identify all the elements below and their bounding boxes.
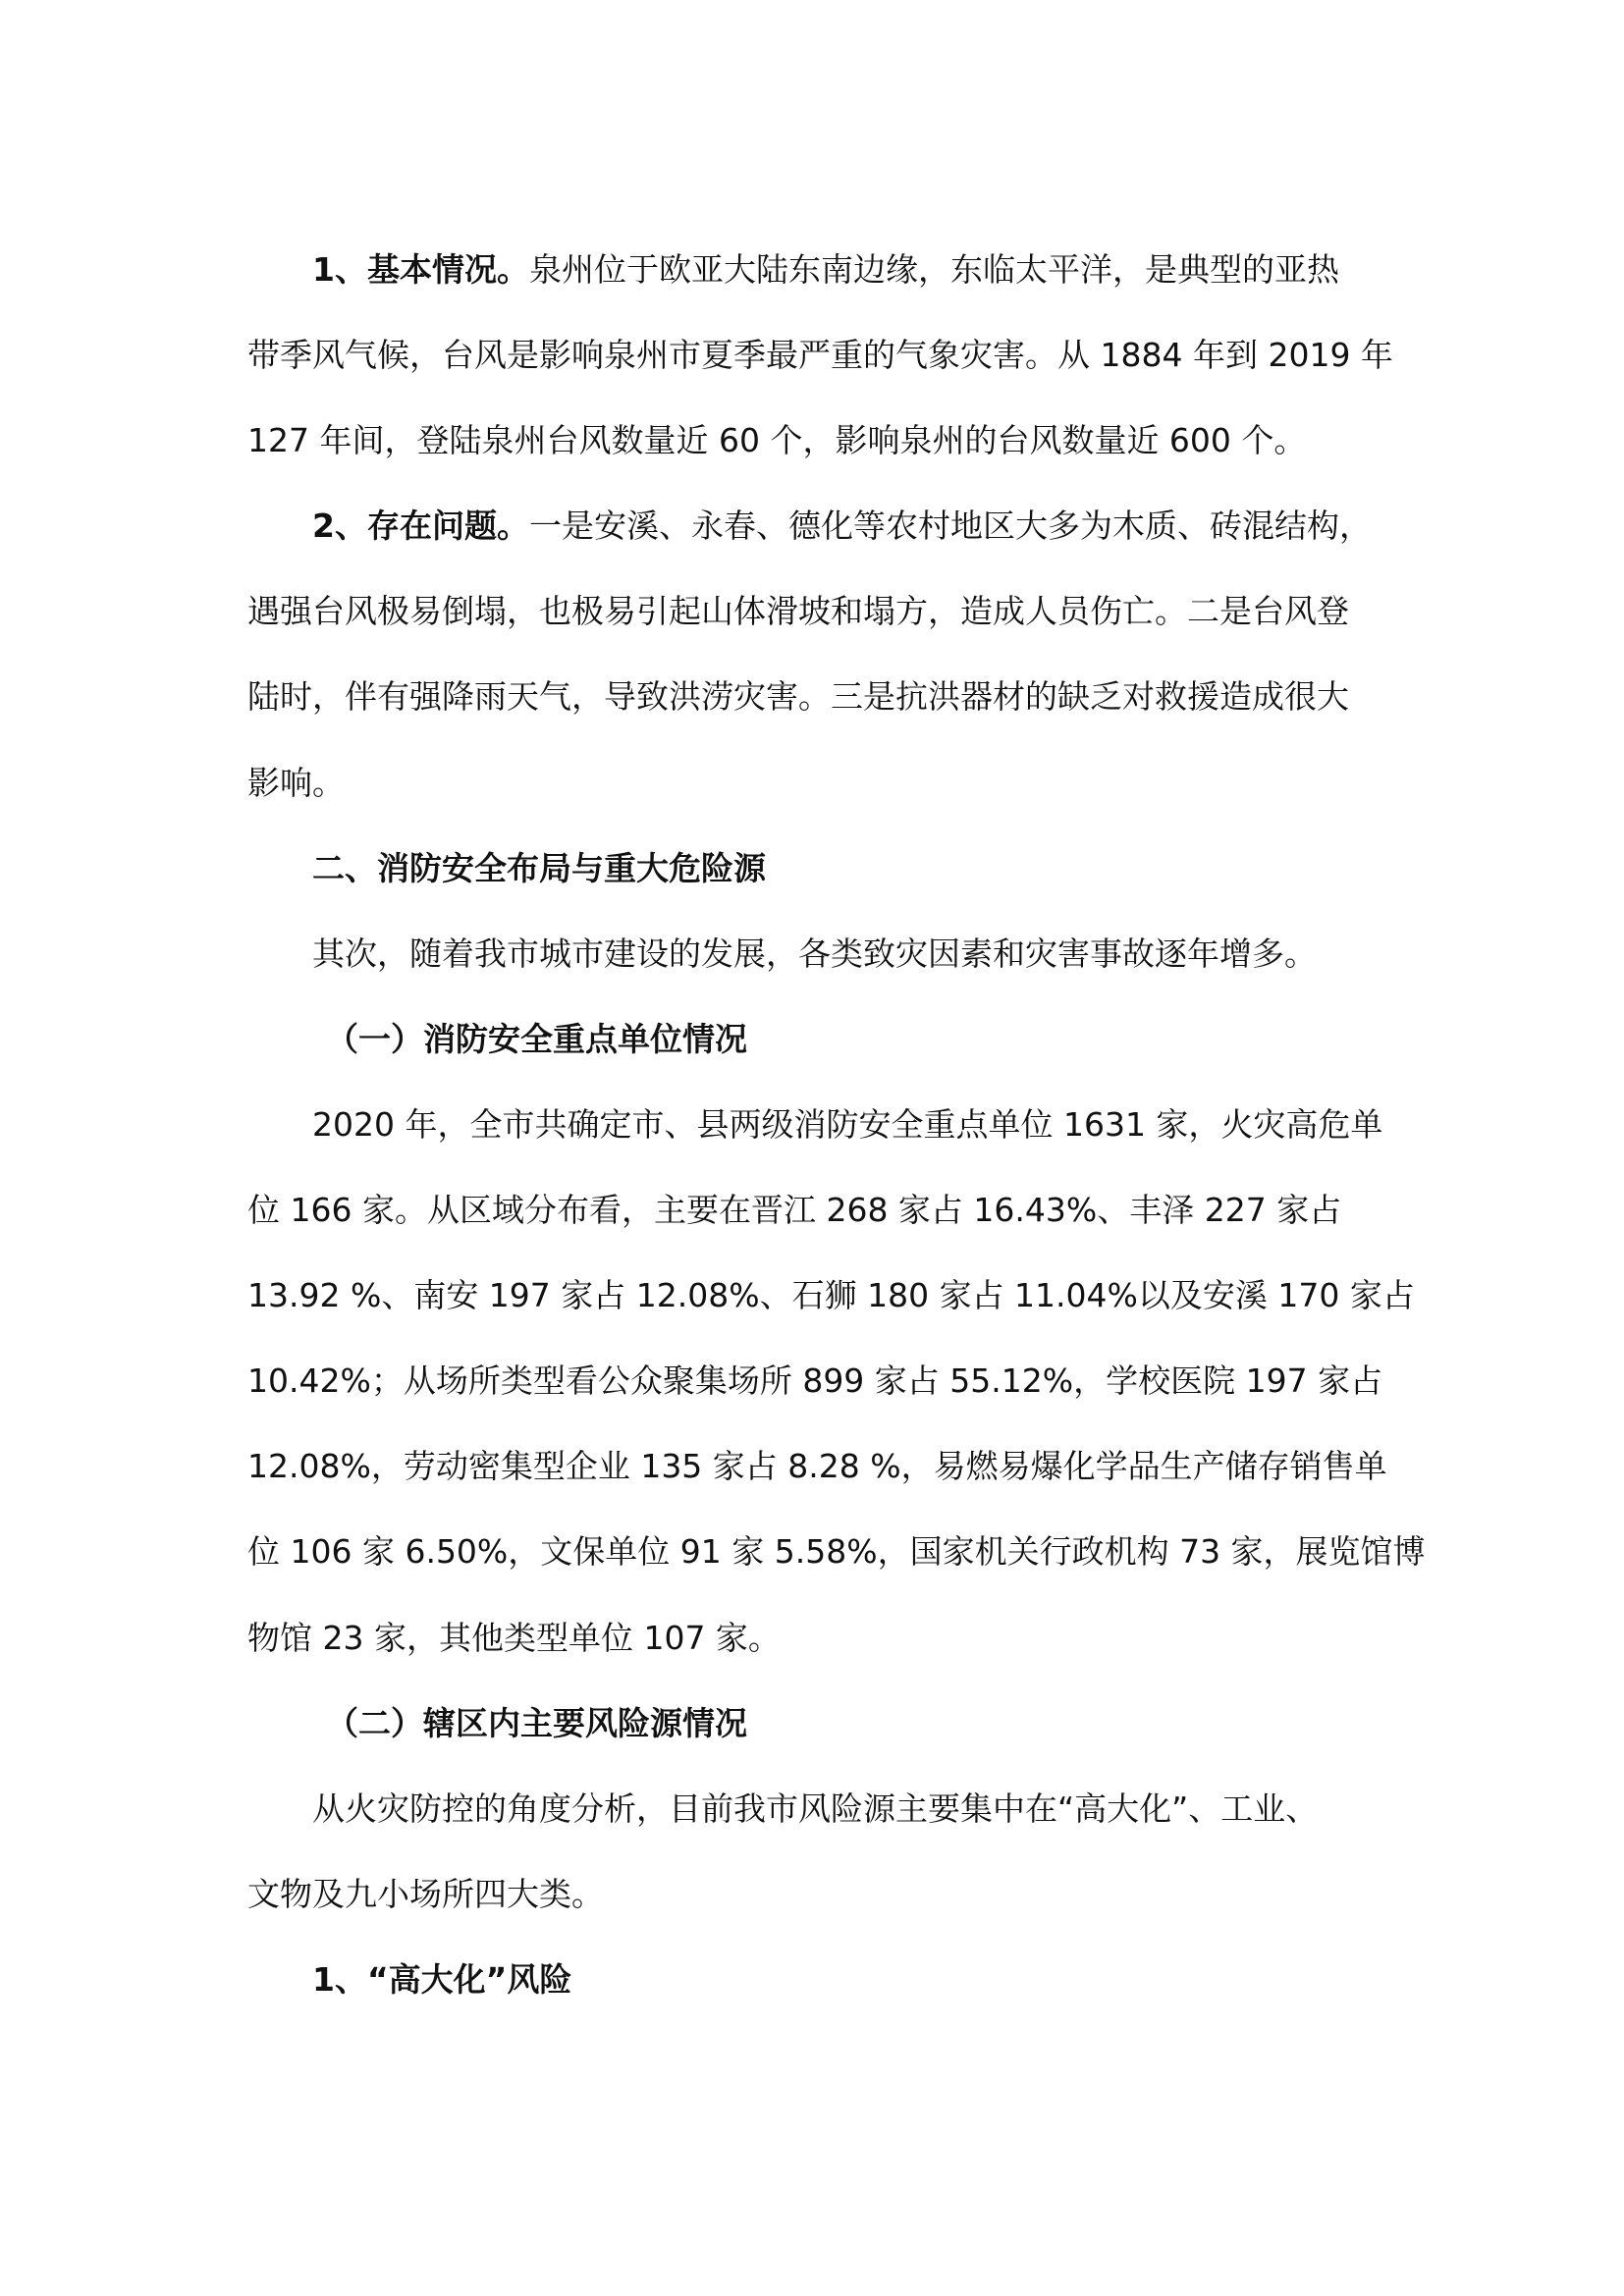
text-line: 物馆 23 家，其他类型单位 107 家。: [247, 1618, 781, 1657]
subsection-heading: （一）消防安全重点单位情况: [326, 1019, 747, 1058]
text-line: 位 166 家。从区域分布看，主要在晋江 268 家占 16.43%、丰泽 227 家占: [247, 1191, 1342, 1230]
text-line: 10.42%；从场所类型看公众聚集场所 899 家占 55.12%，学校医院 197 家占: [247, 1362, 1383, 1401]
text-line: 1、基本情况。泉州位于欧亚大陆东南边缘，东临太平洋，是典型的亚热: [312, 250, 1339, 289]
paragraph-lead-heading: 2、存在问题。: [312, 507, 529, 546]
text-line: 从火灾防控的角度分析，目前我市风险源主要集中在“高大化”、工业、: [312, 1789, 1319, 1828]
text-line: 其次，随着我市城市建设的发展，各类致灾因素和灾害事故逐年增多。: [312, 934, 1317, 973]
text-line: 文物及九小场所四大类。: [247, 1874, 604, 1913]
text-line: 12.08%，劳动密集型企业 135 家占 8.28 %，易燃易爆化学品生产储存销售单: [247, 1447, 1387, 1486]
text-line: 影响。: [247, 763, 345, 802]
paragraph-lead-heading: 1、基本情况。: [312, 250, 529, 289]
document-page: [247, 227, 1426, 2022]
text-line: 带季风气候，台风是影响泉州市夏季最严重的气象灾害。从 1884 年到 2019 年: [247, 336, 1393, 375]
paragraph-key-units: [247, 1082, 1426, 1681]
text-line: 127 年间，登陆泉州台风数量近 60 个，影响泉州的台风数量近 600 个。: [247, 421, 1307, 460]
text-line: 陆时，伴有强降雨天气，导致洪涝灾害。三是抗洪器材的缺乏对救援造成很大: [247, 677, 1349, 717]
subsection-heading: 1、“高大化”风险: [312, 1959, 572, 1999]
paragraph-existing-problems: [247, 483, 1377, 825]
text-line: 2、存在问题。一是安溪、永春、德化等农村地区大多为木质、砖混结构，: [312, 507, 1372, 546]
text-line: 位 106 家 6.50%，文保单位 91 家 5.58%，国家机关行政机构 73 家，展览馆博: [247, 1532, 1426, 1572]
text-line: 13.92 %、南安 197 家占 12.08%、石狮 180 家占 11.04%以及安溪 170 家占: [247, 1276, 1415, 1315]
paragraph-risk-sources: [247, 1766, 1377, 1937]
subsection-heading: （二）辖区内主要风险源情况: [326, 1703, 747, 1742]
section-heading: 二、消防安全布局与重大危险源: [312, 848, 766, 887]
text-line: 2020 年，全市共确定市、县两级消防安全重点单位 1631 家，火灾高危单: [312, 1104, 1383, 1144]
text-line: 遇强台风极易倒塌，也极易引起山体滑坡和塌方，造成人员伤亡。二是台风登: [247, 592, 1349, 631]
paragraph-basic-situation: [247, 227, 1393, 483]
